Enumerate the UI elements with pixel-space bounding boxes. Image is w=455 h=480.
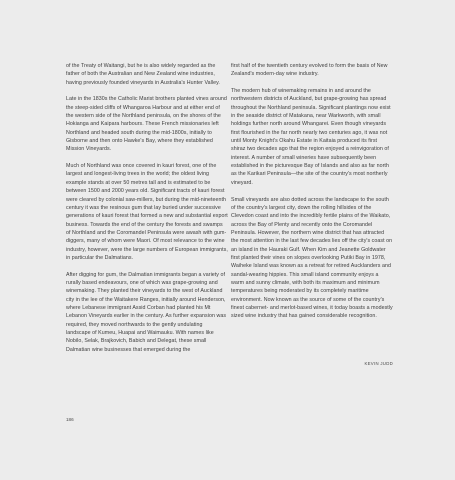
paragraph: The modern hub of winemaking remains in and around the northwestern districts of Auckland, but grape-growing has spread throughout the Northland peninsula. Significant plantings now exist in the seaside district of Matakana, near Warkworth, with small holdings further north around Whangarei. Even though vineyards first flourished in the far north nearly two centuries ago, it was not until Monty Knight's Okahu Estate in Kaitaia produced its first shiraz two decades ago that the region enjoyed a reinvigoration of interest. A number of small wineries have subsequently been established in the picturesque Bay of Islands and also as far north as the Karikari Peninsula—the site of the country's most northerly vineyard. xyxy=(231,88,391,186)
paragraph: After digging for gum, the Dalmatian immigrants began a variety of rurally based endeavours, one of which was grape-growing and winemaking. They planted their vineyards to the west of Auckland city in the lee of the Waitakere Ranges, initially around Henderson, where Lebanese immigrant Assid Corban had planted his Mt Lebanon Vineyards earlier in the century. As further expansion was required, they moved northwards to the gently undulating landscape of Kumeu, Huapai and Waimauku. With names like Nobilo, Selak, Brajkovich, Babich and Delegat, these small Dalmatian wine businesses that emerged during the xyxy=(66,271,227,353)
paragraph: Late in the 1830s the Catholic Marist brothers planted vines around the steep-sided cliffs of Whangaroa Harbour and at either end of the western side of the Northland peninsula, on the shores of the Hokianga and Kaipara harbours. These French missionaries left Northland and headed south during the mid-1800s, initially to Gisborne and then onto Hawke's Bay, where they established Mission Vineyards. xyxy=(66,96,227,153)
author-credit: KEVIN JUDD xyxy=(364,361,393,366)
page-number: 186 xyxy=(66,417,74,422)
text-column-right xyxy=(231,62,393,329)
paragraph: first half of the twentieth century evolved to form the basis of New Zealand's modern-day wine industry. xyxy=(231,63,388,78)
paragraph: of the Treaty of Waitangi, but he is also widely regarded as the father of both the Australian and New Zealand wine industries, having previously founded vineyards in Australia's Hunter Valley. xyxy=(66,63,220,86)
text-column-left xyxy=(66,62,228,362)
paragraph: Much of Northland was once covered in kauri forest, one of the largest and longest-living trees in the world; the oldest living example stands at over 50 metres tall and is estimated to be between 1500 and 2000 years old. Significant tracts of kauri forest were cleared by colonial saw-millers, but during the mid-nineteenth century it was the resinous gum that lay buried under successive generations of kauri forest that formed a new and substantial export business. Towards the end of the century the forests and swamps of Northland and the Coromandel Peninsula were awash with gum-diggers, many of whom were Maori. Of most relevance to the wine industry, however, were the large numbers of European immigrants, in particular the Dalmatians. xyxy=(66,163,228,261)
paragraph: Small vineyards are also dotted across the landscape to the south of the country's largest city, down the rolling hillsides of the Clevedon coast and into the incredibly fertile plains of the Waikato, across the Bay of Plenty and recently onto the Coromandel Peninsula. However, the northern wine district that has attracted the most attention in the last few decades lies off the city's coast on an island in the Hauraki Gulf. When Kim and Jeanette Goldwater first planted their vines on slopes overlooking Putiki Bay in 1978, Waiheke Island was known as a retreat for retired Aucklanders and sandal-wearing hippies. This small island community enjoys a warm and sunny climate, with both its maximum and minimum temperatures being moderated by its completely maritime environment. Now known as the source of some of the country's finest cabernet- and merlot-based wines, it today boasts a modestly sized wine industry that has gained considerable recognition. xyxy=(231,196,393,320)
